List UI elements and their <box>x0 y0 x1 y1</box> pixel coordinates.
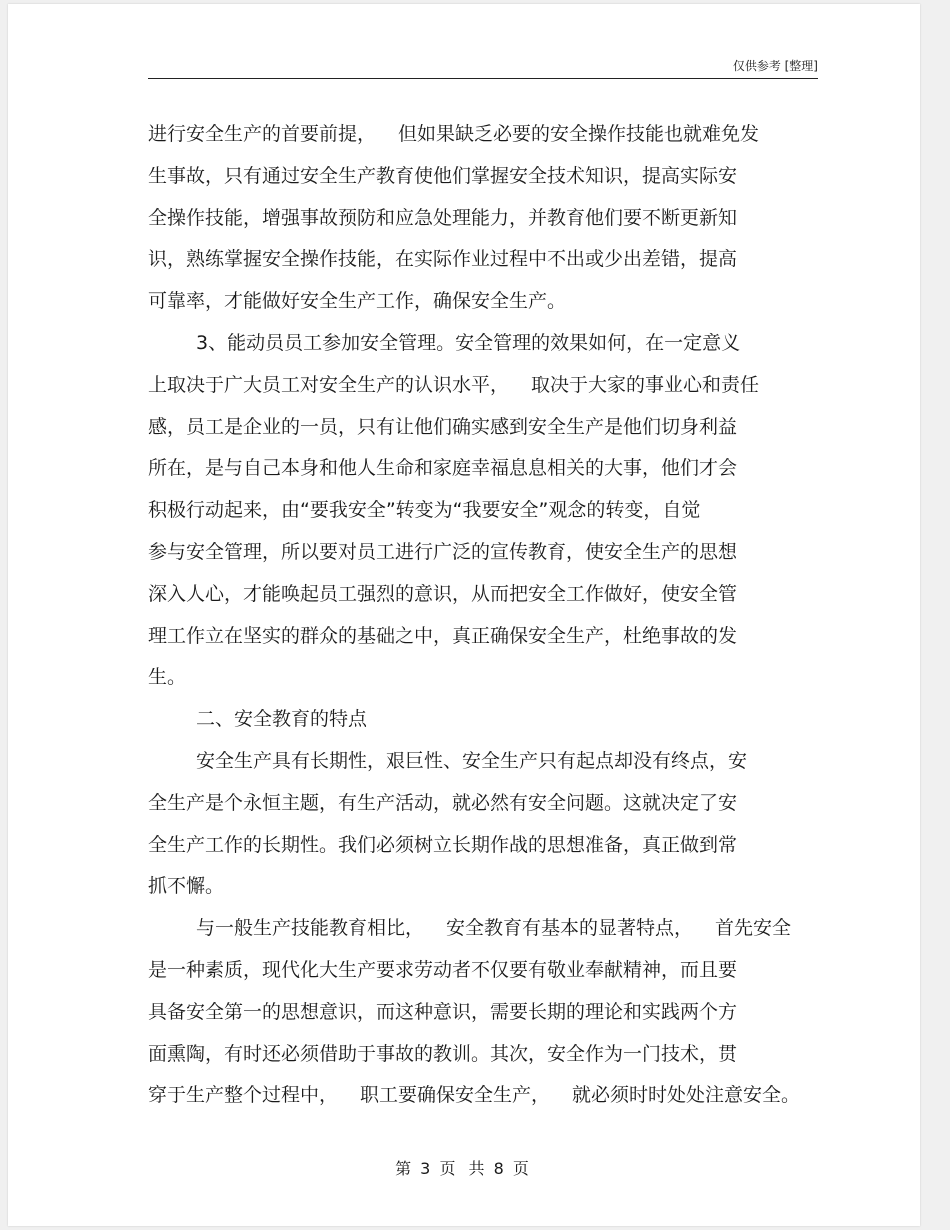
text-line <box>148 365 828 407</box>
text-line <box>148 741 828 783</box>
text-segment: 可靠率，才能做好安全生产工作，确保安全生产。 <box>148 290 567 313</box>
text-line <box>148 783 828 825</box>
text-line <box>148 198 828 240</box>
text-segment: 但如果缺乏必要的安全操作技能也就难免发 <box>398 123 760 145</box>
document-page <box>8 4 920 1226</box>
text-segment: 穿于生产整个过程中， <box>148 1084 339 1107</box>
text-segment: 理工作立在坚实的群众的基础之中，真正确保安全生产，杜绝事故的发 <box>148 624 738 647</box>
text-segment: 职工要确保安全生产， <box>360 1084 551 1107</box>
text-segment: 全生产是个永恒主题，有生产活动，就必然有安全问题。这就决定了安 <box>148 791 738 814</box>
text-segment: 上取决于广大员工对安全生产的认识水平， <box>148 373 510 396</box>
text-segment: 进行安全生产的首要前提， <box>148 123 377 145</box>
footer-suffix: 页 <box>512 1159 533 1178</box>
text-line <box>148 992 828 1034</box>
text-segment: 是一种素质，现代化大生产要求劳动者不仅要有敬业奉献精神，而且要 <box>148 958 738 981</box>
text-segment: 3、能动员员工参加安全管理。安全管理的效果如何，在一定意义 <box>196 331 741 354</box>
text-segment: 二、安全教育的特点 <box>196 708 368 731</box>
text-line <box>148 281 828 323</box>
text-line <box>148 407 828 449</box>
text-segment: 参与安全管理，所以要对员工进行广泛的宣传教育，使安全生产的思想 <box>148 540 738 563</box>
text-line <box>148 657 828 699</box>
text-line <box>148 1034 828 1076</box>
text-line <box>148 574 828 616</box>
text-line <box>148 490 828 532</box>
text-segment: 安全生产具有长期性，艰巨性、安全生产只有起点却没有终点，安 <box>196 749 748 772</box>
text-segment: 面熏陶，有时还必须借助于事故的教训。其次，安全作为一门技术，贯 <box>148 1042 738 1065</box>
text-segment: 抓不懈。 <box>148 875 225 898</box>
text-segment: 全生产工作的长期性。我们必须树立长期作战的思想准备，真正做到常 <box>148 833 738 856</box>
total-pages-number: 8 <box>493 1159 508 1178</box>
text-segment: 全操作技能，增强事故预防和应急处理能力，并教育他们要不断更新知 <box>148 206 738 229</box>
text-segment: 所在，是与自己本身和他人生命和家庭幸福息息相关的大事，他们才会 <box>148 457 738 480</box>
footer-middle: 页 共 <box>439 1159 489 1178</box>
text-line <box>148 699 828 741</box>
text-line <box>148 825 828 867</box>
text-line <box>148 532 828 574</box>
body-text <box>148 114 828 1117</box>
text-line <box>148 866 828 908</box>
text-line <box>148 616 828 658</box>
text-segment: 与一般生产技能教育相比， <box>196 917 425 940</box>
current-page-number: 3 <box>420 1159 435 1178</box>
footer-prefix: 第 <box>395 1159 416 1178</box>
text-line <box>148 239 828 281</box>
text-line <box>148 114 828 156</box>
text-segment: 感，员工是企业的一员，只有让他们确实感到安全生产是他们切身利益 <box>148 415 738 438</box>
text-line <box>148 908 828 950</box>
text-segment: 就必须时时处处注意安全。 <box>572 1084 801 1107</box>
page-footer <box>8 1156 920 1179</box>
text-segment: 生事故，只有通过安全生产教育使他们掌握安全技术知识，提高实际安 <box>148 164 738 187</box>
text-segment: 具备安全第一的思想意识，而这种意识，需要长期的理论和实践两个方 <box>148 1000 738 1023</box>
text-segment: 首先安全 <box>715 917 792 940</box>
text-segment: 深入人心，才能唤起员工强烈的意识，从而把安全工作做好，使安全管 <box>148 582 738 605</box>
text-line <box>148 323 828 365</box>
text-line <box>148 1075 828 1117</box>
text-segment: 生。 <box>148 666 187 689</box>
page-header: 仅供参考 [整理] <box>148 56 818 79</box>
text-line <box>148 448 828 490</box>
text-line <box>148 950 828 992</box>
text-line <box>148 156 828 198</box>
text-segment: 安全教育有基本的显著特点， <box>446 917 694 940</box>
text-segment: 取决于大家的事业心和责任 <box>531 373 760 396</box>
text-segment: 识，熟练掌握安全操作技能，在实际作业过程中不出或少出差错，提高 <box>148 248 738 271</box>
text-segment: 积极行动起来，由“要我安全”转变为“我要安全”观念的转变，自觉 <box>148 499 701 522</box>
